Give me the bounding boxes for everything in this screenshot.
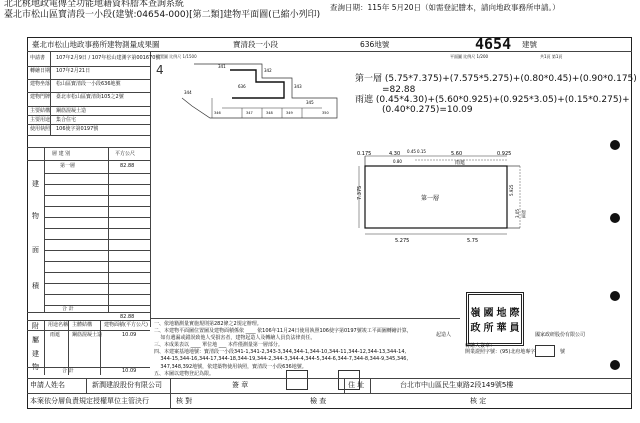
area-empty-row-line	[44, 173, 150, 174]
seal-char: 際	[509, 308, 520, 319]
building-number: 4654	[475, 35, 512, 53]
info-row-line	[27, 92, 150, 93]
annex-row-area: 10.09	[122, 332, 137, 338]
plan-eave-label: 雨遮	[521, 210, 526, 218]
note-line: 一、依地籍測量實施規則第282條之2規定辦理。	[154, 321, 262, 327]
info-row-value: 107年2月21日	[56, 68, 91, 74]
address-value: 台北市中山區民生東路2段149號5樓	[400, 381, 514, 389]
address-label: 住 址	[348, 381, 365, 389]
office-title: 臺北市松山地政事務所建物測量成果圖	[32, 40, 160, 49]
footer-top-line	[27, 378, 632, 379]
plan-scale: 平面圖 比例尺 1/200	[450, 54, 489, 59]
seal-char: 華	[496, 323, 507, 334]
info-row-value: 松山區寶清段一小段636地號	[56, 81, 121, 87]
area-col-sqm: 平方公尺	[115, 151, 136, 157]
info-row-label: 轉繪日期	[30, 68, 51, 74]
note-line: 344-15,344-16,344-17,344-18,344-19,344-2,344-3,344-4,344-5,344-6,344-7,344-8,344-9,345,346,	[154, 356, 409, 363]
location-map-scale: 位置圖 比例尺 1/1500	[156, 54, 197, 59]
agency-title: 北北桃地政電傳全功能地籍資料謄本查詢系統	[4, 0, 185, 9]
footer-col-divider	[344, 378, 345, 393]
plan-eave-label: 雨遮	[455, 160, 466, 166]
building-label: 建號	[522, 40, 537, 49]
approve-label: 核 定	[470, 397, 487, 405]
lot-label: 342	[264, 68, 272, 73]
info-row-label: 使用執照	[30, 126, 51, 132]
annex-row-use: 雨遮	[50, 332, 61, 338]
draftsman-suffix: 號	[560, 349, 566, 355]
annex-row-line	[27, 330, 150, 331]
signature-label: 簽 章	[232, 381, 249, 389]
info-row-value: 106使字第0197號	[56, 126, 99, 132]
lot-label: 636	[238, 84, 246, 89]
seal-char: 政	[470, 323, 481, 334]
annex-col-structure: 主體結構	[72, 322, 93, 328]
floor-plan	[355, 148, 555, 248]
query-date: 查詢日期：115年 5月20日（如需登記謄本，請向地政事務所申請。）	[330, 3, 560, 12]
punch-hole-icon	[610, 291, 620, 301]
plan-dim-top: 0.175	[357, 151, 372, 157]
seal-char: 員	[509, 323, 520, 334]
area-empty-row-line	[44, 228, 150, 229]
property-title: 臺北市松山區寶清段一小段(建號:04654-000)[第二類]建物平面圖(已縮小列印)	[4, 10, 321, 20]
official-seal	[466, 292, 524, 346]
plan-page: 共1頁 第1頁	[540, 54, 563, 59]
area-total-line	[27, 312, 150, 313]
annex-total-label: 合 計	[62, 368, 74, 374]
plan-dim-top: 4.30	[389, 151, 401, 157]
lot-label: 345	[306, 100, 314, 105]
plan-dim-mid: 0.80	[393, 159, 402, 164]
note-line: 三、本成果表以 ____ 單位地 ___ 本件僅測量第一層部分。	[154, 342, 283, 349]
info-row-line	[27, 115, 150, 116]
info-row-value: 集合住宅	[56, 117, 77, 123]
area-side-char: 積	[32, 282, 39, 290]
applicant-label: 申請人姓名	[30, 381, 65, 389]
area-empty-row-line	[44, 283, 150, 284]
location-map	[152, 52, 342, 128]
draftsman-license: 開業證照字號：(95)北府地專字	[465, 349, 536, 355]
punch-hole-icon	[610, 213, 620, 223]
info-col-divider	[50, 51, 51, 135]
note-line: 347,348,392地號，依建築物使用執照，寶清段一小段636地號。	[154, 363, 307, 370]
info-row-label: 主要用途	[30, 117, 51, 123]
area-empty-row-line	[44, 250, 150, 251]
info-row-value: 鋼筋混凝土造	[56, 108, 87, 114]
info-row-value: 臺北市松山區寶清街105之2號	[56, 94, 124, 100]
info-row-value: 107年2月9日 / 107年松山建測字第001670號	[56, 55, 161, 61]
plan-dim-bottom: 5.75	[467, 238, 479, 244]
area-empty-row-line	[44, 272, 150, 273]
info-row-label: 申請書	[30, 55, 46, 61]
area-side-char: 建	[32, 180, 39, 188]
seal-char: 地	[496, 308, 507, 319]
lot-label: 343	[294, 84, 302, 89]
footer-col-divider	[170, 378, 171, 393]
plan-room-label: 第一層	[421, 195, 440, 202]
notes-block	[154, 321, 412, 378]
plan-dim-right: 3.05	[515, 209, 520, 218]
formula-line: =82.88	[382, 85, 416, 95]
seal-char: 嶺	[470, 308, 481, 319]
lot-label: 348	[266, 111, 273, 115]
redaction-box	[535, 345, 555, 357]
area-empty-row-line	[44, 294, 150, 295]
area-side-char: 物	[32, 212, 39, 220]
info-row-line	[27, 124, 150, 125]
area-empty-row-line	[44, 206, 150, 207]
area-empty-row-line	[44, 184, 150, 185]
area-row-floor: 第一層	[60, 163, 76, 169]
formula-line: (0.40*0.275)=10.09	[382, 105, 473, 115]
annex-col-area: 建物面積(平方公尺)	[104, 322, 148, 328]
note-line: 如有遺漏或錯誤致他人受損害者，建物起造人及轉繪人員負法律責任。	[154, 335, 316, 342]
land-number: 636地號	[360, 40, 390, 49]
footer-mid-line	[27, 393, 632, 394]
seal-char: 國	[483, 308, 494, 319]
area-empty-row-line	[44, 239, 150, 240]
area-total-value: 82.88	[120, 314, 135, 320]
note-line: 二、本建物平面圖位置圖及建物面積係依 ____ 依106年11月24日使用執照106使字第0197號竣工平面圖轉繪計算，	[154, 328, 412, 335]
annex-side-char: 屬	[32, 336, 39, 344]
info-row-line	[27, 106, 150, 107]
formula-line: 第一層 (5.75*7.375)+(7.575*5.275)+(0.80*0.45)+(0.90*0.175)	[355, 74, 637, 84]
plan-dim-top: 0.45	[407, 149, 416, 154]
lot-label: 346	[214, 111, 221, 115]
annex-total-value: 10.09	[122, 368, 137, 374]
check-label: 核 對	[176, 397, 193, 405]
north-arrow-icon: 4	[156, 63, 164, 77]
footer-col-divider	[86, 378, 87, 393]
lot-label: 341	[218, 64, 226, 69]
annex-side-char: 附	[32, 322, 39, 330]
punch-hole-icon	[610, 360, 620, 370]
info-row-line	[27, 66, 150, 67]
info-row-line	[27, 135, 150, 136]
lot-label: 347	[246, 111, 253, 115]
plan-dim-right: 5.925	[509, 184, 514, 196]
plan-dim-top: 0.925	[497, 151, 512, 157]
info-row-label: 建物坐落	[30, 81, 51, 87]
section-name: 寶清段一小段	[233, 40, 278, 49]
formula-line: 雨遮 (0.45*4.30)+(5.60*0.925)+(0.925*3.05)+(0.15*0.275)+	[355, 95, 630, 105]
info-row-label: 主要結構	[30, 108, 51, 114]
punch-hole-icon	[610, 140, 620, 150]
area-row-value: 82.88	[120, 163, 135, 169]
area-col-floor: 層 建 別	[52, 151, 71, 157]
builder-label: 起造人	[436, 332, 452, 338]
area-side-char: 面	[32, 246, 39, 254]
notes-top-line	[150, 318, 460, 319]
area-empty-row-line	[44, 195, 150, 196]
annex-row-structure: 鋼筋混凝土造	[72, 332, 103, 338]
annex-side-char: 物	[32, 363, 39, 371]
left-panel-border	[150, 51, 151, 327]
plan-dim-bottom: 5.275	[395, 238, 410, 244]
builder-value: 國家政研股份有限公司	[535, 332, 586, 338]
area-total-label: 合 計	[62, 306, 74, 312]
draftsman-label: 轉繪人簽章：	[465, 343, 496, 349]
note-line: 五、本圖以建物登記為限。	[154, 370, 215, 377]
inspect-label: 檢 查	[310, 397, 327, 405]
plan-dim-top: 0.15	[417, 149, 426, 154]
footer-col-divider	[370, 378, 371, 393]
lot-label: 349	[286, 111, 293, 115]
area-row-line	[27, 160, 150, 161]
annex-col-use: 用途名稱	[48, 322, 69, 328]
note-line: 四、本建案基地地號：寶清段一小段341-1,341-2,343-3,344,344-1,344-10,344-11,344-12,344-13,344-14,	[154, 349, 407, 356]
annex-head-line	[27, 320, 150, 321]
info-row-label: 建物門牌	[30, 94, 51, 100]
info-row-line	[27, 79, 150, 80]
authorization-note: 本案依分層負責規定授權單位主管決行	[30, 397, 149, 405]
area-empty-row-line	[44, 217, 150, 218]
applicant-value: 新潤建設股份有限公司	[92, 381, 162, 389]
area-head-line	[27, 147, 150, 148]
lot-label: 350	[322, 111, 329, 115]
seal-char: 所	[483, 323, 494, 334]
lot-label: 344	[184, 90, 192, 95]
plan-dim-left: 7.375	[357, 185, 363, 200]
area-side-border	[44, 147, 45, 312]
redaction-box	[286, 370, 308, 390]
area-empty-row-line	[44, 305, 150, 306]
annex-side-char: 建	[32, 350, 39, 358]
footer-col-divider	[170, 393, 171, 409]
area-col-divider	[108, 147, 109, 312]
area-empty-row-line	[44, 261, 150, 262]
plan-dim-top: 5.60	[451, 151, 463, 157]
